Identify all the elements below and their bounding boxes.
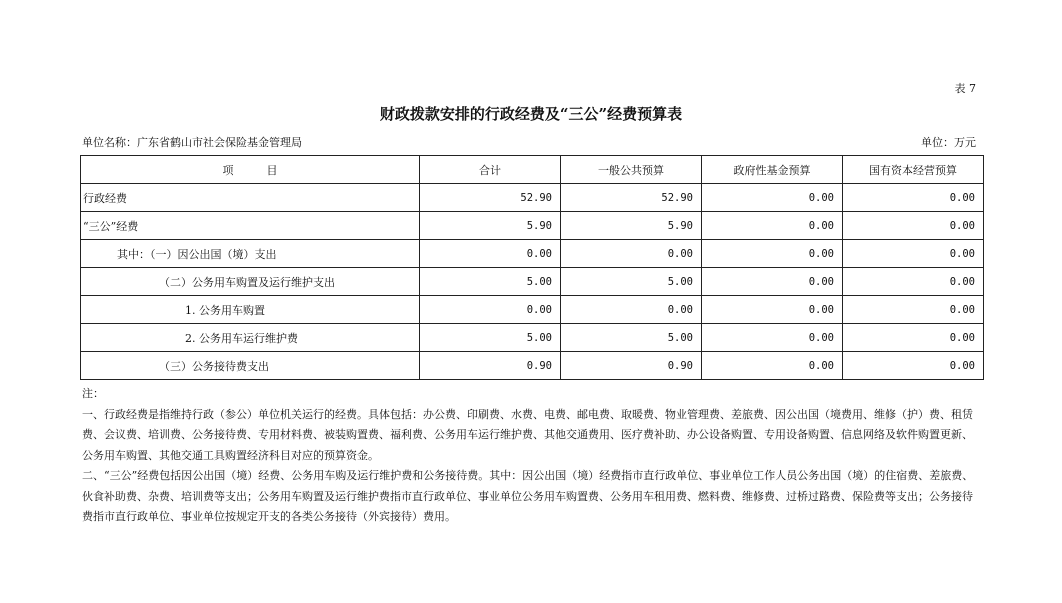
col-gov-fund-budget: 政府性基金预算 [702, 156, 843, 184]
cell-value: 5.90 [420, 212, 561, 240]
row-label: （三）公务接待费支出 [81, 352, 420, 380]
row-label: “三公”经费 [81, 212, 420, 240]
cell-value: 0.00 [702, 324, 843, 352]
cell-value: 5.00 [561, 268, 702, 296]
cell-value: 0.00 [702, 184, 843, 212]
cell-value: 5.00 [420, 268, 561, 296]
cell-value: 0.00 [702, 352, 843, 380]
page-title: 财政拨款安排的行政经费及“三公”经费预算表 [379, 105, 683, 123]
cell-value: 0.90 [420, 352, 561, 380]
cell-value: 0.00 [420, 296, 561, 324]
note-2: 二、“三公”经费包括因公出国（境）经费、公务用车购及运行维护费和公务接待费。其中：因公出国（境）经费指市直行政单位、事业单位工作人员公务出国（境）的住宿费、差旅费、伙食补助费、杂费、培训费等支出；公务用车购置及运行维护费指市直行政单位、事业单位公务用车购置费、公务用车租用费、燃料费、维修费、过桥过路费、保险费等支出；公务接待费指市直行政单位、事业单位按规定开支的各类公务接待（外宾接待）费用。 [82, 469, 974, 523]
cell-value: 0.00 [702, 296, 843, 324]
table-row [81, 268, 984, 296]
cell-value: 0.00 [561, 296, 702, 324]
col-total: 合计 [420, 156, 561, 184]
row-label: 行政经费 [81, 184, 420, 212]
cell-value: 0.00 [561, 240, 702, 268]
table-row [81, 296, 984, 324]
row-label: 2. 公务用车运行维护费 [81, 324, 420, 352]
cell-value: 0.00 [843, 352, 984, 380]
table-row [81, 184, 984, 212]
cell-value: 5.00 [420, 324, 561, 352]
cell-value: 0.00 [843, 268, 984, 296]
note-1: 一、行政经费是指维持行政（参公）单位机关运行的经费。具体包括：办公费、印刷费、水费、电费、邮电费、取暖费、物业管理费、差旅费、因公出国（境费用、维修（护）费、租赁费、会议费、培训费、公务接待费、专用材料费、被装购置费、福利费、公务用车运行维护费、其他交通费用、医疗费补助、办公设备购置、专用设备购置、信息网络及软件购置更新、公务用车购置、其他交通工具购置经济科目对应的预算资金。 [82, 407, 973, 462]
table-row [81, 240, 984, 268]
budget-table [80, 155, 984, 380]
notes [82, 384, 982, 528]
row-label: （二）公务用车购置及运行维护支出 [81, 268, 420, 296]
row-label: 其中：（一）因公出国（境）支出 [81, 240, 420, 268]
cell-value: 0.00 [702, 240, 843, 268]
table-number: 表 7 [954, 82, 976, 95]
cell-value: 0.90 [561, 352, 702, 380]
cell-value: 5.00 [561, 324, 702, 352]
row-label: 1. 公务用车购置 [81, 296, 420, 324]
col-item: 项 目 [81, 156, 420, 184]
cell-value: 5.90 [561, 212, 702, 240]
col-state-capital-budget: 国有资本经营预算 [843, 156, 984, 184]
unit-name [82, 134, 302, 150]
cell-value: 52.90 [420, 184, 561, 212]
notes-heading: 注： [82, 387, 104, 400]
table-row [81, 212, 984, 240]
currency-unit: 单位：万元 [921, 136, 976, 149]
unit-name-value: 广东省鹤山市社会保险基金管理局 [137, 136, 302, 149]
table-row [81, 324, 984, 352]
table-row [81, 352, 984, 380]
unit-name-label: 单位名称： [82, 136, 137, 149]
col-general-budget: 一般公共预算 [561, 156, 702, 184]
cell-value: 52.90 [561, 184, 702, 212]
table-header [81, 156, 984, 184]
cell-value: 0.00 [843, 212, 984, 240]
cell-value: 0.00 [843, 296, 984, 324]
cell-value: 0.00 [843, 184, 984, 212]
cell-value: 0.00 [843, 240, 984, 268]
cell-value: 0.00 [420, 240, 561, 268]
cell-value: 0.00 [702, 268, 843, 296]
cell-value: 0.00 [843, 324, 984, 352]
cell-value: 0.00 [702, 212, 843, 240]
